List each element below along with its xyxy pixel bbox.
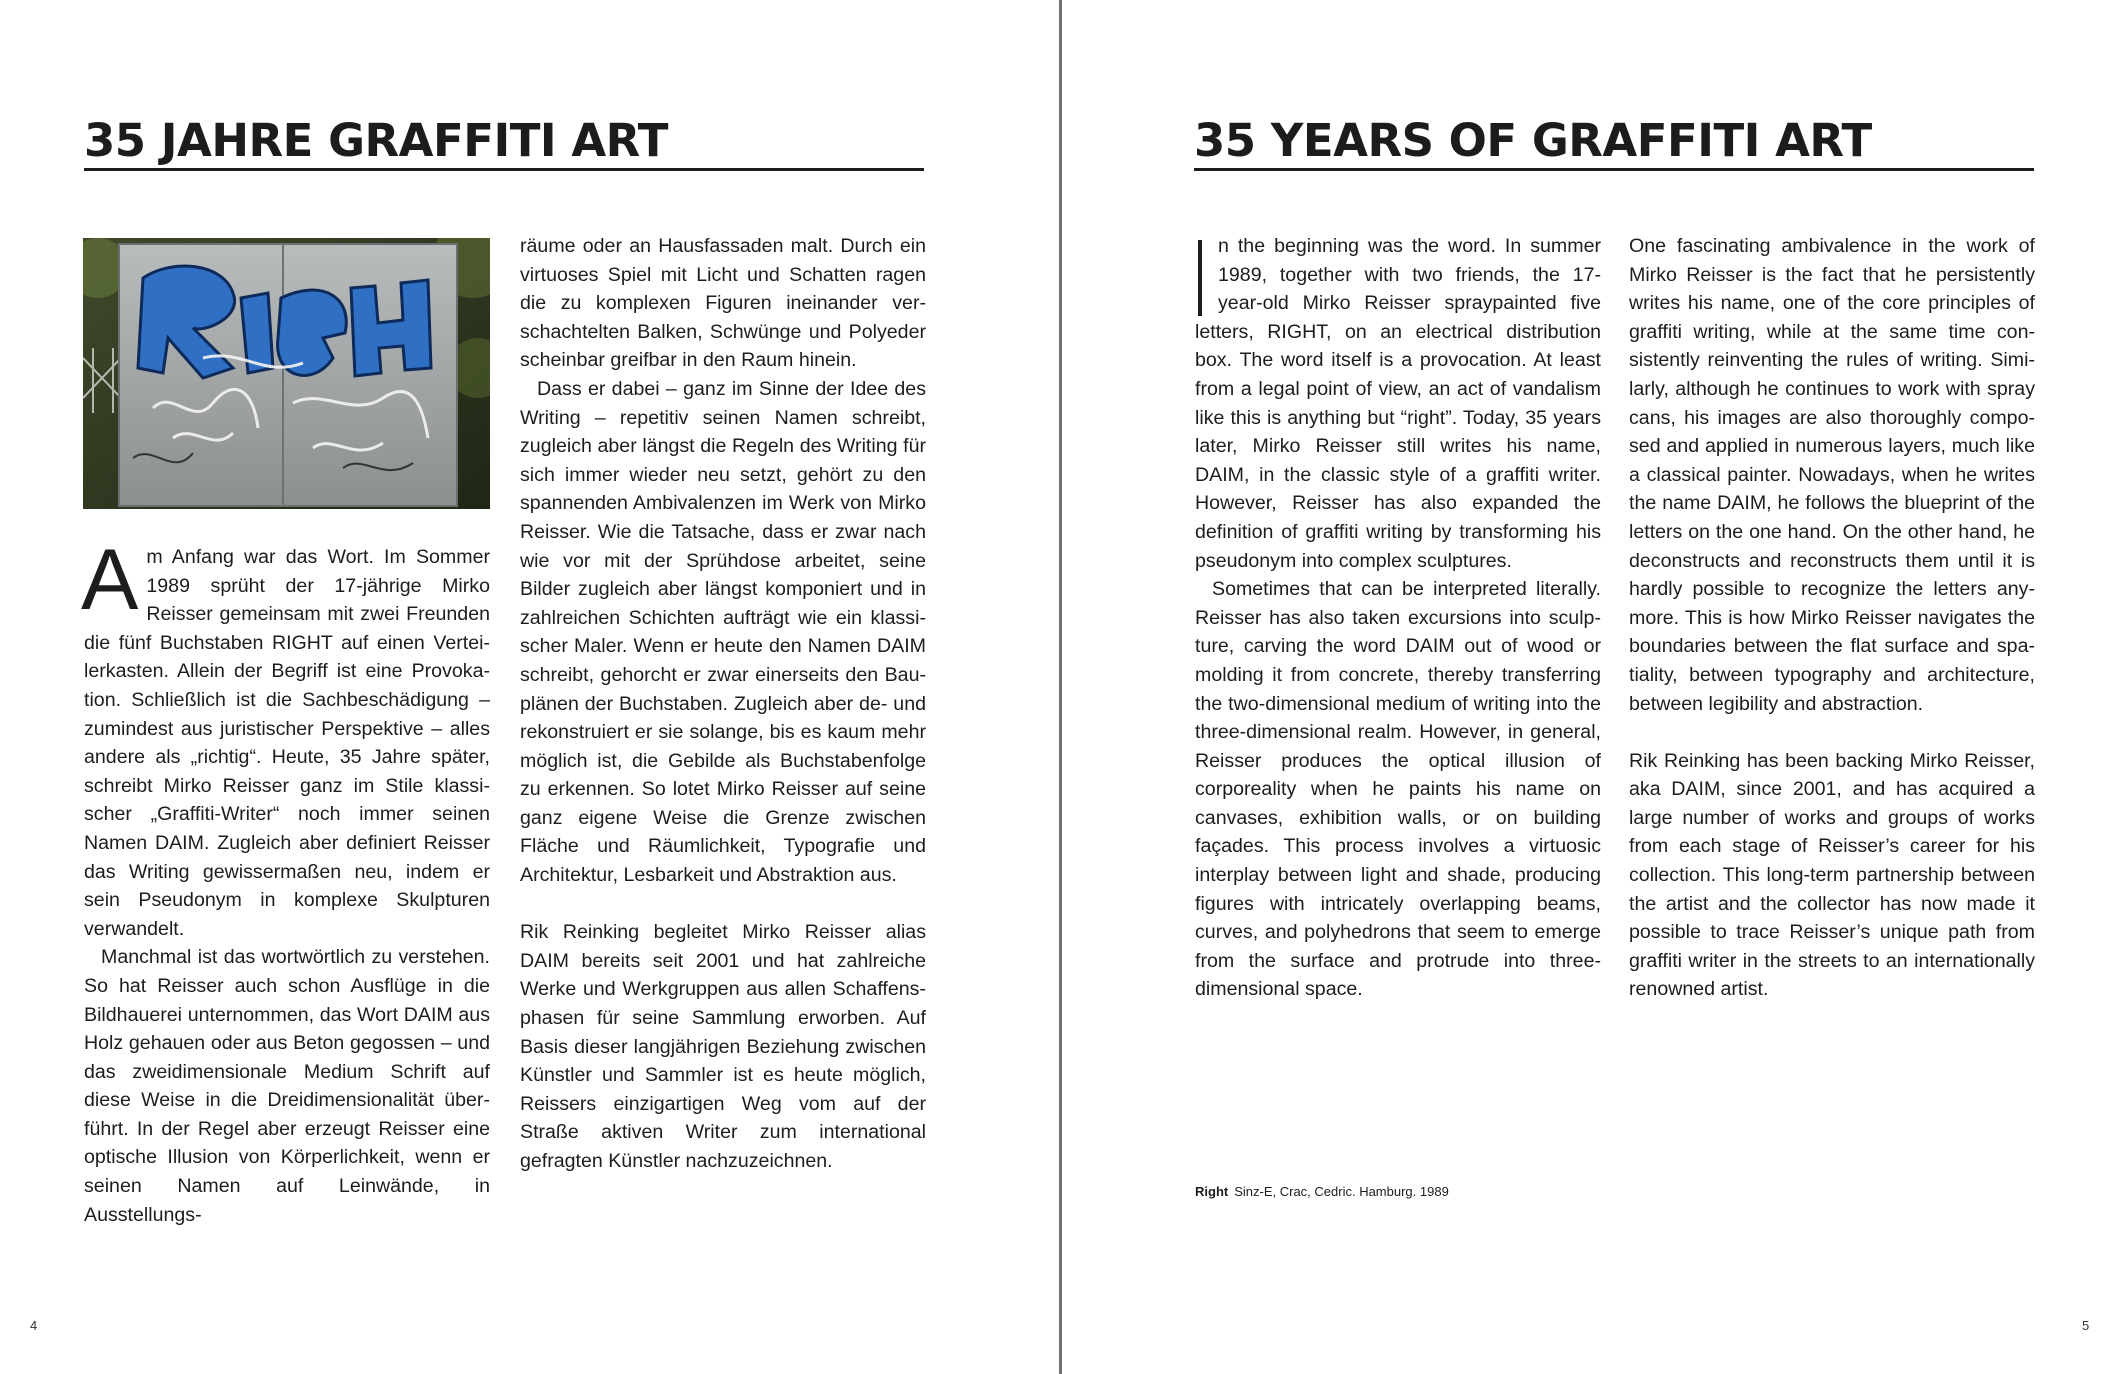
drop-cap	[1198, 240, 1202, 316]
page-number-left: 4	[30, 1318, 38, 1333]
text-column-en-1	[1195, 232, 1601, 1004]
title-rule	[84, 168, 924, 171]
paragraph: Rik Reinking begleitet Mirko Reisser alias DAIM bereits seit 2001 und hat zahlreiche Werke und Werkgruppen aus allen Schaffensphasen für seine Sammlung erworben. Auf Basis dieser langjährigen Beziehung zwischen Künstler und Sammler ist es heute möglich, Reissers einzigartigen Weg vom auf der Straße aktiven Writer zum international gefragten Künstler nachzuzeichnen.	[520, 921, 926, 1172]
image-caption	[1195, 1183, 1449, 1200]
paragraph: One fascinating ambivalence in the work of Mirko Reisser is the fact that he persistently writes his name, one of the core principles of graffiti writing, while at the same time consistently reinventing the rules of writing. Similarly, although he continues to work with spray cans, his images are also thoroughly composed and applied in numerous layers, much like a classical painter. Nowadays, when he writes the name DAIM, he follows the blueprint of the letters on the one hand. On the other hand, he deconstructs and reconstructs them until it is hardly possible to recognize the letters anymore. This is how Mirko Reisser navigates the boundaries between the flat surface and spatiality, between typography and architecture, between legibility and abstraction.	[1629, 235, 2035, 715]
paragraph: Rik Reinking has been backing Mirko Reisser, aka DAIM, since 2001, and has acquired a large number of works and groups of works from each stage of Reisser’s career for his collection. This long-term partnership between the artist and the collector has now made it possible to trace Reisser’s unique path from graffiti writer in the streets to an internationally renowned artist.	[1629, 749, 2035, 1001]
paragraph: m Anfang war das Wort. Im Sommer 1989 sprüht der 17-jährige Mirko Reisser gemeinsam mit zwei Freunden die fünf Buchstaben RIGHT auf einen Verteilerkasten. Allein der Begriff ist eine Provokation. Schließlich ist die Sachbeschädigung – zumindest aus juristischer Perspektive – alles andere als „richtig“. Heute, 35 Jahre später, schreibt Mirko Reisser ganz im Stile klassischer „Graffiti-Writer“ noch immer seinen Namen DAIM. Zugleich aber definiert Reisser das Writing gewissermaßen neu, indem er sein Pseudonym in komplexe Skulpturen verwandelt.	[84, 546, 490, 940]
text-column-en-2	[1629, 232, 2035, 1004]
text-column-de-1	[81, 532, 490, 1229]
page-title-de: 35 JAHRE GRAFFITI ART	[84, 114, 668, 167]
paragraph: Dass er dabei – ganz im Sinne der Idee des Writing – repetitiv seinen Namen schreibt, zugleich aber längst die Regeln des Writing für sich immer wieder neu setzt, gehört zu den spannenden Ambivalenzen im Werk von Mirko Reisser. Wie die Tatsache, dass er zwar nach wie vor mit der Sprühdose arbeitet, seine Bilder zugleich aber längst komponiert und in zahlreichen Schichten aufträgt wie ein klassischer Maler. Wenn er heute den Namen DAIM schreibt, gehorcht er zwar einerseits den Bauplänen der Buchstaben. Zugleich aber de- und rekonstruiert er sie solange, bis es kaum mehr möglich ist, die Gebilde als Buchstabenfolge zu erkennen. So lotet Mirko Reisser auf seine ganz eigene Weise die Grenze zwischen Fläche und Räumlichkeit, Typografie und Architektur, Lesbarkeit und Abstraktion aus.	[520, 377, 926, 887]
paragraph: Sometimes that can be interpreted literally. Reisser has also taken excursions into sculpture, carving the word DAIM out of wood or molding it from concrete, thereby transferring the two-dimensional medium of writing into the three-dimensional realm. However, in general, Reisser produces the optical illusion of corporeality when he paints his name on canvases, exhibition walls, or on building façades. This process involves a virtuosic interplay between light and shade, producing figures with intricately overlapping beams, curves, and polyhedrons that seem to emerge from the surface and protrude into three-dimensional space.	[1195, 578, 1601, 1001]
page-title-en: 35 YEARS OF GRAFFITI ART	[1194, 114, 1872, 167]
paragraph: Manchmal ist das wortwörtlich zu verstehen. So hat Reisser auch schon Ausflüge in die Bildhauerei unternommen, das Wort DAIM aus Holz gehauen oder aus Beton gegossen – und das zweidimensionale Medium Schrift auf diese Weise in die Dreidimensionalität überführt. In der Regel aber erzeugt Reisser eine optische Illusion von Körperlichkeit, wenn er seinen Namen auf Leinwände, in Ausstellungs-	[84, 946, 490, 1226]
caption-text: Sinz-E, Crac, Cedric. Hamburg. 1989	[1234, 1184, 1449, 1199]
page-number-right: 5	[2082, 1318, 2090, 1333]
drop-cap: A	[81, 532, 139, 628]
paragraph: n the beginning was the word. In summer 1989, together with two friends, the 17-year-old Mirko Reisser spraypainted five letters, RIGHT, on an electrical distribution box. The word itself is a provocation. At least from a legal point of view, an act of vandalism like this is anything but “right”. Today, 35 years later, Mirko Reisser still writes his name, DAIM, in the classic style of a graffiti writer. However, Reisser has also expanded the definition of graffiti writing by transforming his pseudonym into complex sculptures.	[1195, 235, 1601, 572]
graffiti-photo	[83, 238, 490, 509]
paragraph: räume oder an Hausfassaden malt. Durch ein virtuoses Spiel mit Licht und Schatten ragen die zu komplexen Figuren ineinander verschachtelten Balken, Schwünge und Polyeder scheinbar greifbar in den Raum hinein.	[520, 235, 926, 372]
text-column-de-2	[520, 232, 926, 1176]
caption-title: Right	[1195, 1184, 1229, 1199]
title-rule	[1194, 168, 2034, 171]
